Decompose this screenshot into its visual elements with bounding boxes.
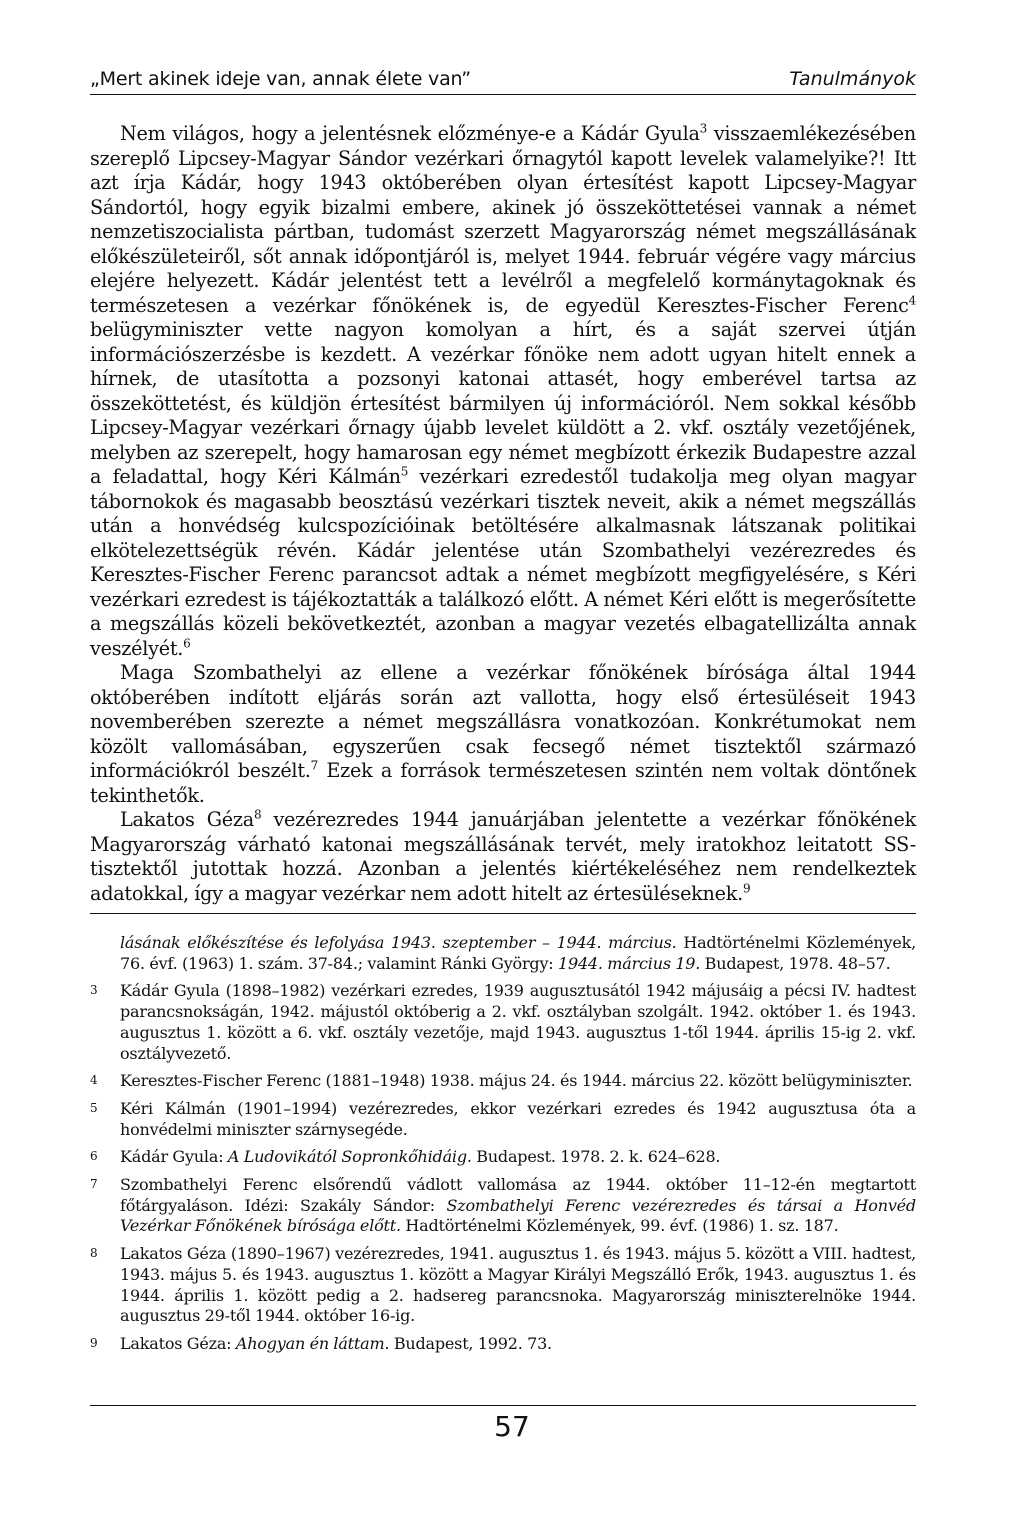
footnote — [90, 1099, 916, 1140]
footnote-ref: 8 — [253, 807, 262, 822]
footnote-text: Kádár Gyula (1898–1982) vezérkari ezredes, 1939 augusztusától 1942 májusáig a pécsi IV. hadtest parancsnokságán, 1942. májustól októberig a 2. vkf. osztályban szolgált. 1942. október 1. és 1943. augusztus 1. között a 6. vkf. osztály vezetője, majd 1943. augusztus 1-től 1944. április 15-ig 2. vkf. osztályvezető. — [120, 981, 916, 1063]
paragraph — [90, 122, 916, 661]
footnote — [90, 1244, 916, 1327]
text-run: visszaemlékezésében szereplő Lipcsey-Magyar Sándor vezérkari őrnagytól kapott levelek valamelyike?! Itt azt írja Kádár, hogy 1943 októberében olyan értesítést kapott Lipcsey-Magyar Sándortól, hogy egyik bizalmi embere, akinek jó összeköttetései vannak a német nemzetiszocialista pártban, tudomást szerzett Magyarország német megszállásának előkészületeiről, sőt annak időpontjáról is, melyet 1944. február végére vagy március elejére helyezett. Kádár jelentést tett a levélről a megfelelő kormánytagoknak és természetesen a vezérkar főnökének is, de egyedül Keresztes-Fischer Ferenc — [90, 122, 916, 317]
footnote-number: 9 — [90, 1335, 98, 1350]
footnote — [90, 981, 916, 1064]
header-title: „Mert akinek ideje van, annak élete van” — [90, 68, 471, 90]
footnote-ref: 4 — [908, 293, 916, 308]
text-run: Budapest, 1978. 48–57. — [700, 953, 891, 973]
text-run: Hadtörténelmi Közlemények, 99. évf. (1986) 1. sz. 187. — [400, 1216, 839, 1236]
text-run: Lakatos Géza: — [120, 1333, 236, 1353]
footnote-number: 5 — [90, 1100, 98, 1115]
text-run: Budapest. 1978. 2. k. 624–628. — [471, 1147, 721, 1167]
footnote-text: Keresztes-Fischer Ferenc (1881–1948) 1938. május 24. és 1944. március 22. között belügyminiszter. — [120, 1071, 913, 1091]
footnote-ref: 3 — [699, 121, 708, 136]
footnote-text: Kéri Kálmán (1901–1994) vezérezredes, ekkor vezérkari ezredes és 1942 augusztusa óta a honvédelmi miniszter szárnysegéde. — [120, 1098, 916, 1139]
footnote-ref: 9 — [743, 881, 751, 896]
footnote-text — [120, 1175, 916, 1237]
footnote-continuation — [90, 933, 916, 974]
text-run: Nem világos, hogy a jelentésnek előzménye-e a Kádár Gyula — [120, 122, 700, 145]
footnote-text — [120, 1147, 916, 1168]
footnote — [90, 1175, 916, 1237]
text-run: Hadtörténelmi Közlemények, 76. évf. (1963) 1. szám. 37-84.; valamint Ránki György: — [120, 933, 916, 973]
footnote-number: 4 — [90, 1073, 98, 1088]
footnote-divider — [90, 913, 916, 914]
footnote-number: 3 — [90, 983, 98, 998]
footnote-ref: 6 — [183, 636, 191, 651]
text-run: Ahogyan én láttam. — [235, 1333, 390, 1353]
footnote-text — [120, 1334, 916, 1355]
text-run: vezérezredes 1944 januárjában jelentette a vezérkar főnökének Magyarország várható katonai megszállásának tervét, mely iratokhoz leitatott SS-tisztektől jutottak hozzá. Azonban a jelentés kiértékeléséhez nem rendelkeztek adatokkal, így a magyar vezérkar nem adott hitelt az értesüléseknek. — [90, 808, 917, 905]
text-run: 1944. március 19. — [557, 953, 701, 973]
page-bottom-rule — [90, 1405, 916, 1406]
main-text — [90, 122, 916, 906]
running-header — [90, 68, 916, 95]
text-run: A Ludovikától Sopronkőhidáig. — [227, 1147, 472, 1167]
page-number: 57 — [494, 1410, 530, 1443]
footnote-number: 8 — [90, 1246, 98, 1261]
text-run: belügyminiszter vette nagyon komolyan a hírt, és a saját szervei útján információszerzésbe is kezdett. A vezérkar főnöke nem adott ugyan hitelt ennek a hírnek, de utasította a pozsonyi katonai attasét, hogy emberével tartsa az összeköttetést, és küldjön értesítést bármilyen új információról. Nem sokkal később Lipcsey-Magyar vezérkari őrnagy újabb levelet küldött a 2. vkf. osztály vezetőjének, melyben az szerepelt, hogy hamarosan egy német megbízott érkezik Budapestre azzal a feladattal, hogy Kéri Kálmán — [90, 318, 916, 488]
footnote-ref: 5 — [400, 464, 409, 479]
footnote-text: Lakatos Géza (1890–1967) vezérezredes, 1941. augusztus 1. és 1943. május 5. között a VIII. hadtest, 1943. május 5. és 1943. augusztus 1. között a Magyar Királyi Megszálló Erők, 1943. augusztus 1. és 1944. április 1. között pedig a 2. hadsereg parancsnoka. Magyarország miniszterelnöke 1944. augusztus 29-től 1944. október 16-ig. — [120, 1244, 916, 1326]
footnote — [90, 1147, 916, 1168]
text-run: vezérkari ezredestől tudakolja meg olyan magyar tábornokok és magasabb beosztású vezérkari tisztek neveit, akik a német megszállás után a honvédség kulcspozícióinak betöltésére alkalmasnak látszanak politikai elkötelezettségük révén. Kádár jelentése után Szombathelyi vezérezredes és Keresztes-Fischer Ferenc parancsot adtak a német megbízott megfigyelésére, s Kéri vezérkari ezredest is tájékoztatták a találkozó előtt. A német Kéri előtt is megerősítette a megszállás közeli bekövetkeztét, azonban a magyar vezetés elbagatellizálta annak veszélyét. — [90, 465, 916, 660]
text-run: Szombathelyi Ferenc vezérezredes és társai a Honvéd Vezérkar Főnökének bírósága előtt. — [120, 1195, 916, 1236]
text-run: Budapest, 1992. 73. — [389, 1333, 552, 1353]
footnote — [90, 1334, 916, 1355]
footnotes — [90, 933, 916, 1362]
footnote — [90, 1071, 916, 1092]
text-run: Lakatos Géza — [120, 808, 254, 831]
text-run: lásának előkészítése és lefolyása 1943. szeptember – 1944. március. — [120, 933, 677, 952]
header-section: Tanulmányok — [789, 68, 916, 90]
text-run: Maga Szombathelyi az ellene a vezérkar főnökének bírósága által 1944 októberében indított eljárás során azt vallotta, hogy első értesüléseit 1943 novemberében szerezte a német megszállásra vonatkozóan. Konkrétumokat nem közölt vallomásában, egyszerűen csak fecsegő német tisztektől származó információkról beszélt. — [90, 661, 916, 782]
text-run: Kádár Gyula: — [120, 1147, 228, 1167]
footnote-number: 6 — [90, 1149, 98, 1164]
footnote-number: 7 — [90, 1177, 98, 1192]
text-run: Ezek a források természetesen szintén nem voltak döntőnek tekinthetők. — [90, 759, 916, 807]
paragraph — [90, 808, 916, 906]
paragraph — [90, 661, 916, 808]
footnote-ref: 7 — [310, 758, 319, 773]
text-run: Szombathelyi Ferenc elsőrendű vádlott vallomása az 1944. október 11–12-én megtartott főtárgyaláson. Idézi: Szakály Sándor: — [120, 1175, 916, 1215]
